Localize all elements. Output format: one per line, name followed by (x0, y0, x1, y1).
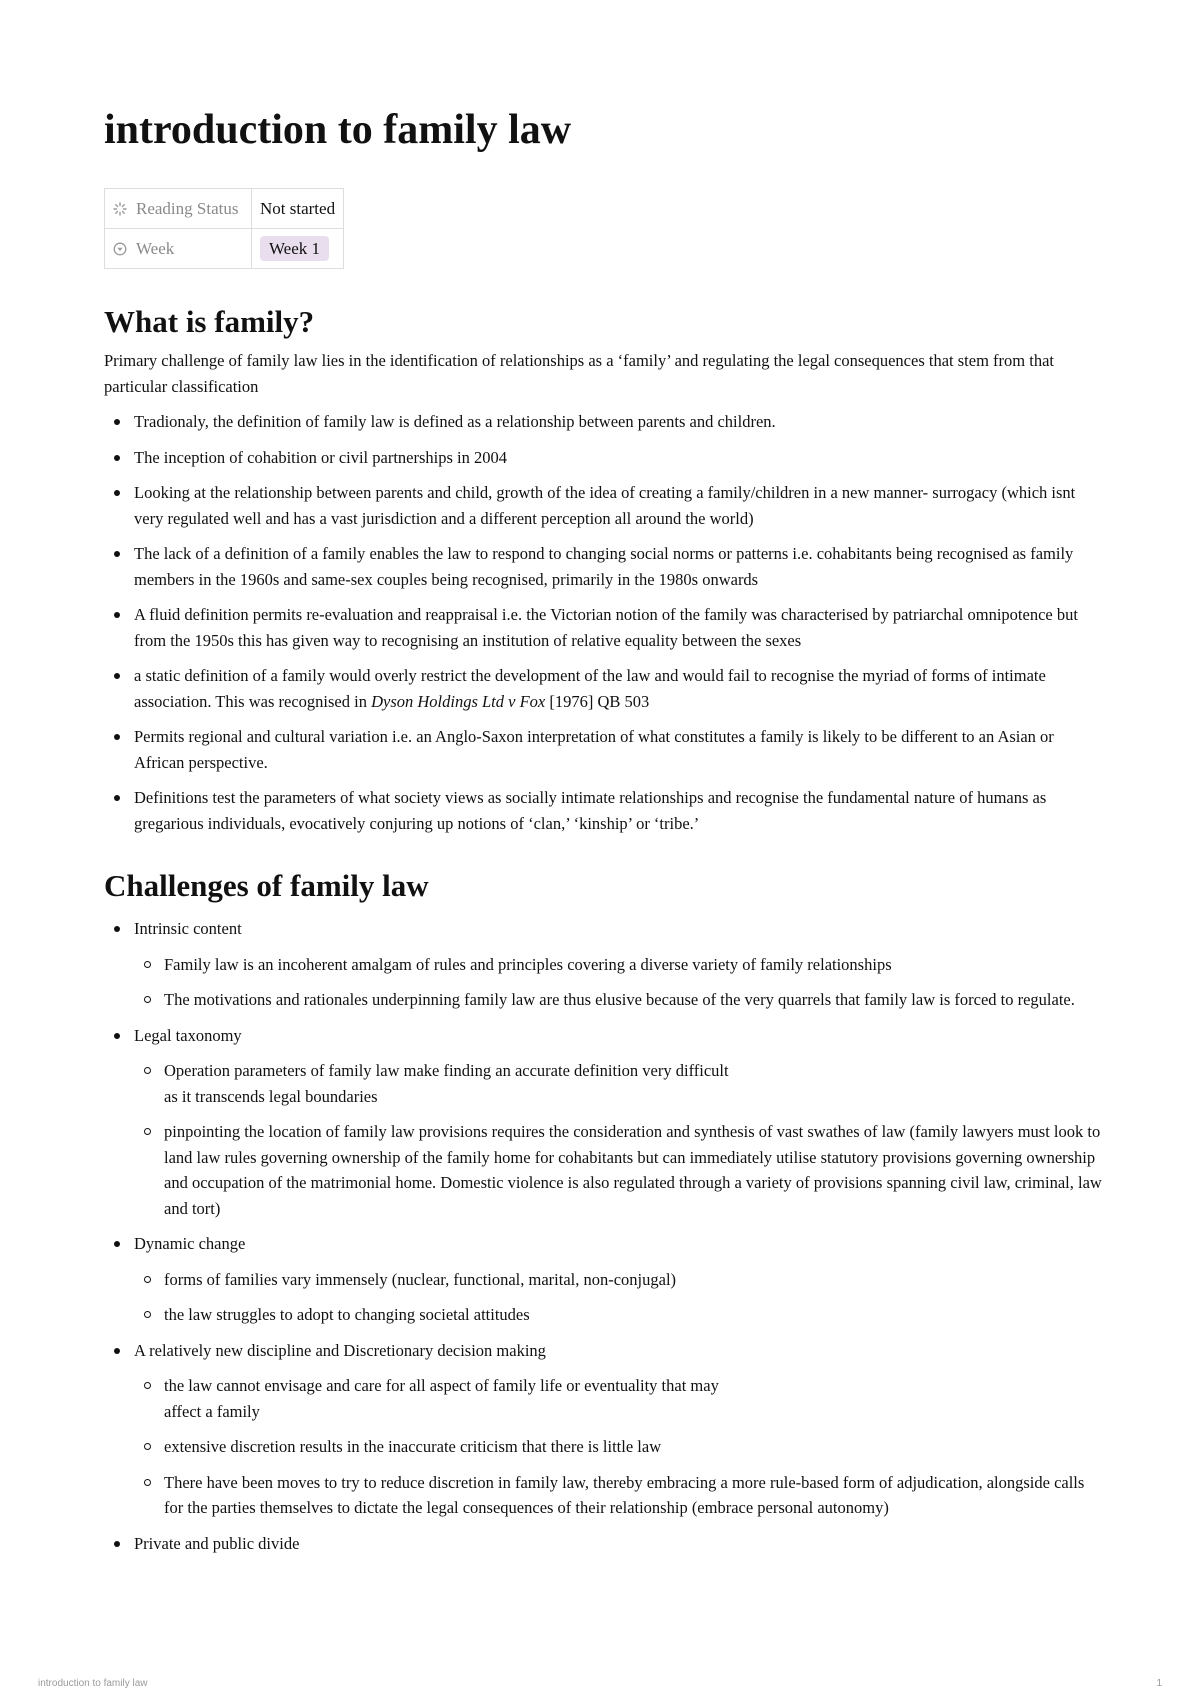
page-footer (38, 1678, 1162, 1692)
property-name: Week (136, 238, 175, 258)
list-item (104, 1023, 1104, 1222)
text-line: the law cannot envisage and care for all aspect of family life or eventuality that may (164, 1376, 719, 1395)
list-item-label: Intrinsic content (134, 919, 242, 938)
property-row-week (105, 229, 344, 269)
nested-list (134, 952, 1104, 1013)
list-item (104, 1338, 1104, 1521)
case-reference: [1976] QB 503 (545, 691, 650, 711)
text-line: Operation parameters of family law make finding an accurate definition very difficult (164, 1061, 729, 1080)
list-item: Definitions test the parameters of what society views as socially intimate relationships and recognise the fundamental nature of humans as gregarious individuals, evocatively conjuring up notions of ‘clan,’ ‘kinship’ or ‘tribe.’ (104, 785, 1104, 836)
property-value-cell[interactable] (252, 229, 344, 269)
loading-spinner-icon (113, 201, 127, 215)
dropdown-circle-icon (113, 241, 127, 255)
case-citation: Dyson Holdings Ltd v Fox (371, 691, 546, 711)
list-item-label: A relatively new discipline and Discretionary decision making (134, 1340, 546, 1360)
list-item (104, 1531, 1104, 1557)
list-item-label: Dynamic change (134, 1234, 246, 1253)
property-row-reading-status (105, 189, 344, 229)
nested-list-item: pinpointing the location of family law provisions requires the consideration and synthesis of vast swathes of law (family lawyers must look to land law rules governing ownership of the family home for cohabitants but can immediately utilise statutory provisions governing ownership and occupation of the matrimonial home. Domestic violence is also regulated through a variety of provisions spanning civil law, criminal, law and tort) (134, 1119, 1104, 1221)
nested-list (134, 1373, 1104, 1521)
list-item-label: Private and public divide (134, 1533, 300, 1553)
list-item: The inception of cohabition or civil partnerships in 2004 (104, 445, 1104, 471)
list-item: Permits regional and cultural variation i.e. an Anglo-Saxon interpretation of what constitutes a family is likely to be different to an Asian or African perspective. (104, 724, 1104, 775)
nested-list-item (134, 1058, 1104, 1109)
nested-list-item: There have been moves to try to reduce discretion in family law, thereby embracing a more rule-based form of adjudication, alongside calls for the parties themselves to dictate the legal consequences of their relationship (embrace personal autonomy) (134, 1470, 1104, 1521)
property-name: Reading Status (136, 198, 239, 218)
nested-list-item (134, 1373, 1104, 1424)
nested-list-item: The motivations and rationales underpinning family law are thus elusive because of the very quarrels that family law is forced to regulate. (134, 987, 1104, 1013)
nested-list-item: Family law is an incoherent amalgam of rules and principles covering a diverse variety of family relationships (134, 952, 1104, 978)
family-definition-list (104, 409, 1104, 836)
text-line: as it transcends legal boundaries (164, 1086, 378, 1106)
footer-title: introduction to family law (38, 1678, 148, 1689)
list-item (104, 916, 1104, 1013)
properties-table (104, 188, 344, 269)
intro-paragraph: Primary challenge of family law lies in the identification of relationships as a ‘family’ and regulating the legal consequences that stem from that particular classification (104, 351, 1054, 396)
list-item: Looking at the relationship between parents and child, growth of the idea of creating a family/children in a new manner- surrogacy (which isnt very regulated well and has a vast jurisdiction and a different perception all around the world) (104, 480, 1104, 531)
nested-list-item: the law struggles to adopt to changing societal attitudes (134, 1302, 1104, 1328)
nested-list (134, 1058, 1104, 1221)
property-name-cell (105, 229, 252, 269)
section-heading-challenges: Challenges of family law (104, 868, 429, 903)
week-tag: Week 1 (260, 236, 329, 261)
document-page (104, 100, 1104, 1556)
nested-list (134, 1267, 1104, 1328)
list-item-text: a static definition of a family would overly restrict the development of the law and would fail to recognise the myriad of forms of intimate association. This was recognised in (134, 666, 1046, 711)
text-line: affect a family (164, 1401, 260, 1421)
page-number: 1 (1156, 1678, 1162, 1689)
list-item: The lack of a definition of a family enables the law to respond to changing social norms or patterns i.e. cohabitants being recognised as family members in the 1960s and same-sex couples being recognised, primarily in the 1980s onwards (104, 541, 1104, 592)
section-heading-what-is-family: What is family? (104, 304, 315, 339)
challenges-list (104, 916, 1104, 1556)
list-item (104, 1231, 1104, 1328)
nested-list-item: forms of families vary immensely (nuclear, functional, marital, non-conjugal) (134, 1267, 1104, 1293)
property-name-cell (105, 189, 252, 229)
nested-list-item: extensive discretion results in the inaccurate criticism that there is little law (134, 1434, 1104, 1460)
list-item: Tradionaly, the definition of family law is defined as a relationship between parents and children. (104, 409, 1104, 435)
list-item (104, 663, 1104, 714)
property-value-cell[interactable] (252, 189, 344, 229)
list-item: A fluid definition permits re-evaluation and reappraisal i.e. the Victorian notion of the family was characterised by patriarchal omnipotence but from the 1950s this has given way to recognising an institution of relative equality between the sexes (104, 602, 1104, 653)
reading-status-value: Not started (260, 198, 336, 218)
page-title: introduction to family law (104, 107, 572, 153)
list-item-label: Legal taxonomy (134, 1025, 242, 1045)
